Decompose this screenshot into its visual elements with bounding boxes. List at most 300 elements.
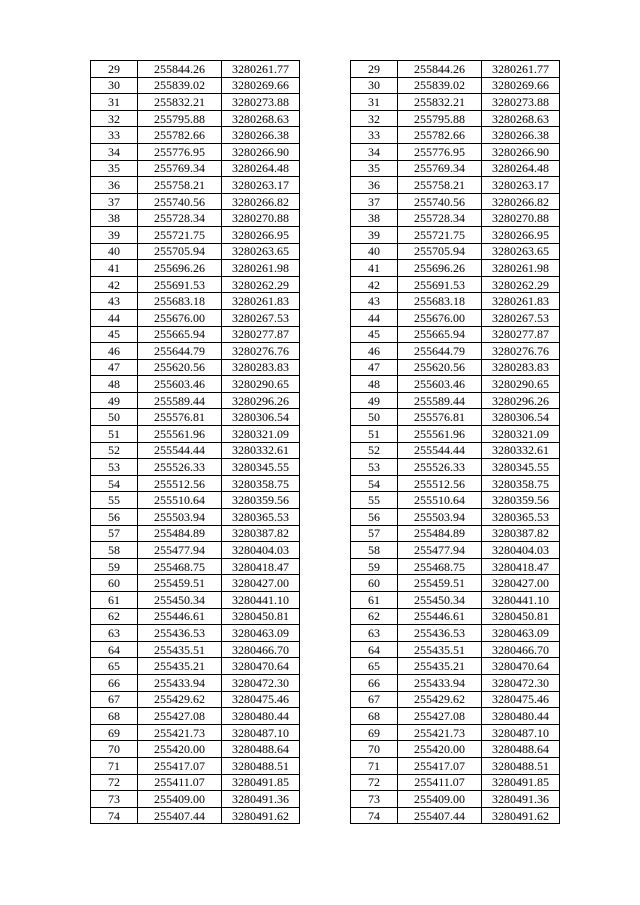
point-number-cell: 32 bbox=[351, 110, 398, 127]
x-coordinate-cell: 255728.34 bbox=[138, 210, 222, 227]
x-coordinate-cell: 255832.21 bbox=[138, 94, 222, 111]
table-row bbox=[91, 741, 300, 758]
table-row bbox=[351, 276, 560, 293]
table-row bbox=[351, 293, 560, 310]
table-row bbox=[351, 509, 560, 526]
table-row bbox=[91, 525, 300, 542]
x-coordinate-cell: 255459.51 bbox=[398, 575, 482, 592]
table-row bbox=[91, 392, 300, 409]
x-coordinate-cell: 255417.07 bbox=[138, 757, 222, 774]
x-coordinate-cell: 255782.66 bbox=[138, 127, 222, 144]
table-row bbox=[91, 343, 300, 360]
table-row bbox=[351, 625, 560, 642]
table-row bbox=[351, 359, 560, 376]
table-row bbox=[351, 542, 560, 559]
y-coordinate-cell: 3280283.83 bbox=[482, 359, 560, 376]
x-coordinate-cell: 255769.34 bbox=[138, 160, 222, 177]
point-number-cell: 59 bbox=[91, 558, 138, 575]
table-row bbox=[351, 309, 560, 326]
y-coordinate-cell: 3280276.76 bbox=[222, 343, 300, 360]
y-coordinate-cell: 3280358.75 bbox=[222, 475, 300, 492]
x-coordinate-cell: 255468.75 bbox=[398, 558, 482, 575]
y-coordinate-cell: 3280263.17 bbox=[222, 177, 300, 194]
point-number-cell: 57 bbox=[91, 525, 138, 542]
point-number-cell: 50 bbox=[91, 409, 138, 426]
point-number-cell: 39 bbox=[91, 226, 138, 243]
x-coordinate-cell: 255561.96 bbox=[398, 426, 482, 443]
x-coordinate-cell: 255776.95 bbox=[138, 143, 222, 160]
table-row bbox=[91, 94, 300, 111]
y-coordinate-cell: 3280283.83 bbox=[222, 359, 300, 376]
y-coordinate-cell: 3280277.87 bbox=[222, 326, 300, 343]
y-coordinate-cell: 3280475.46 bbox=[482, 691, 560, 708]
x-coordinate-cell: 255721.75 bbox=[138, 226, 222, 243]
table-row bbox=[91, 409, 300, 426]
point-number-cell: 36 bbox=[91, 177, 138, 194]
x-coordinate-cell: 255696.26 bbox=[398, 260, 482, 277]
point-number-cell: 38 bbox=[91, 210, 138, 227]
point-number-cell: 57 bbox=[351, 525, 398, 542]
point-number-cell: 64 bbox=[91, 641, 138, 658]
y-coordinate-cell: 3280441.10 bbox=[222, 592, 300, 609]
x-coordinate-cell: 255427.08 bbox=[138, 708, 222, 725]
y-coordinate-cell: 3280404.03 bbox=[482, 542, 560, 559]
y-coordinate-cell: 3280491.36 bbox=[222, 791, 300, 808]
table-row bbox=[91, 326, 300, 343]
table-row bbox=[351, 409, 560, 426]
x-coordinate-cell: 255705.94 bbox=[398, 243, 482, 260]
table-row bbox=[91, 260, 300, 277]
x-coordinate-cell: 255644.79 bbox=[138, 343, 222, 360]
point-number-cell: 73 bbox=[91, 791, 138, 808]
table-row bbox=[91, 127, 300, 144]
point-number-cell: 74 bbox=[351, 807, 398, 824]
x-coordinate-cell: 255544.44 bbox=[398, 442, 482, 459]
y-coordinate-cell: 3280261.77 bbox=[482, 61, 560, 78]
y-coordinate-cell: 3280463.09 bbox=[482, 625, 560, 642]
y-coordinate-cell: 3280266.38 bbox=[222, 127, 300, 144]
table-row bbox=[91, 442, 300, 459]
y-coordinate-cell: 3280266.95 bbox=[482, 226, 560, 243]
x-coordinate-cell: 255435.21 bbox=[138, 658, 222, 675]
table-row bbox=[351, 160, 560, 177]
point-number-cell: 54 bbox=[351, 475, 398, 492]
y-coordinate-cell: 3280263.17 bbox=[482, 177, 560, 194]
y-coordinate-cell: 3280306.54 bbox=[482, 409, 560, 426]
point-number-cell: 40 bbox=[91, 243, 138, 260]
point-number-cell: 70 bbox=[91, 741, 138, 758]
point-number-cell: 61 bbox=[351, 592, 398, 609]
table-row bbox=[91, 243, 300, 260]
x-coordinate-cell: 255576.81 bbox=[138, 409, 222, 426]
point-number-cell: 36 bbox=[351, 177, 398, 194]
table-row bbox=[91, 592, 300, 609]
point-number-cell: 60 bbox=[91, 575, 138, 592]
y-coordinate-cell: 3280262.29 bbox=[482, 276, 560, 293]
point-number-cell: 67 bbox=[91, 691, 138, 708]
table-row bbox=[91, 77, 300, 94]
table-row bbox=[91, 475, 300, 492]
table-row bbox=[351, 791, 560, 808]
x-coordinate-cell: 255421.73 bbox=[398, 724, 482, 741]
point-number-cell: 37 bbox=[91, 193, 138, 210]
table-row bbox=[91, 276, 300, 293]
x-coordinate-cell: 255435.51 bbox=[398, 641, 482, 658]
x-coordinate-cell: 255665.94 bbox=[398, 326, 482, 343]
y-coordinate-cell: 3280404.03 bbox=[222, 542, 300, 559]
y-coordinate-cell: 3280487.10 bbox=[222, 724, 300, 741]
x-coordinate-cell: 255728.34 bbox=[398, 210, 482, 227]
x-coordinate-cell: 255450.34 bbox=[138, 592, 222, 609]
point-number-cell: 48 bbox=[91, 376, 138, 393]
y-coordinate-cell: 3280466.70 bbox=[482, 641, 560, 658]
point-number-cell: 65 bbox=[351, 658, 398, 675]
x-coordinate-cell: 255589.44 bbox=[398, 392, 482, 409]
x-coordinate-cell: 255446.61 bbox=[138, 608, 222, 625]
point-number-cell: 71 bbox=[91, 757, 138, 774]
x-coordinate-cell: 255411.07 bbox=[398, 774, 482, 791]
y-coordinate-cell: 3280487.10 bbox=[482, 724, 560, 741]
y-coordinate-cell: 3280427.00 bbox=[482, 575, 560, 592]
coordinate-table-left bbox=[90, 60, 300, 824]
x-coordinate-cell: 255468.75 bbox=[138, 558, 222, 575]
table-row bbox=[91, 193, 300, 210]
x-coordinate-cell: 255644.79 bbox=[398, 343, 482, 360]
x-coordinate-cell: 255446.61 bbox=[398, 608, 482, 625]
x-coordinate-cell: 255409.00 bbox=[398, 791, 482, 808]
y-coordinate-cell: 3280273.88 bbox=[222, 94, 300, 111]
x-coordinate-cell: 255477.94 bbox=[138, 542, 222, 559]
x-coordinate-cell: 255589.44 bbox=[138, 392, 222, 409]
table-row bbox=[91, 177, 300, 194]
table-row bbox=[91, 210, 300, 227]
y-coordinate-cell: 3280470.64 bbox=[222, 658, 300, 675]
y-coordinate-cell: 3280266.38 bbox=[482, 127, 560, 144]
point-number-cell: 53 bbox=[351, 459, 398, 476]
x-coordinate-cell: 255795.88 bbox=[138, 110, 222, 127]
coordinate-table-body bbox=[351, 61, 560, 824]
table-row bbox=[91, 724, 300, 741]
y-coordinate-cell: 3280267.53 bbox=[222, 309, 300, 326]
table-row bbox=[351, 426, 560, 443]
y-coordinate-cell: 3280269.66 bbox=[482, 77, 560, 94]
point-number-cell: 34 bbox=[91, 143, 138, 160]
table-row bbox=[351, 210, 560, 227]
table-row bbox=[351, 343, 560, 360]
x-coordinate-cell: 255758.21 bbox=[138, 177, 222, 194]
point-number-cell: 50 bbox=[351, 409, 398, 426]
table-row bbox=[91, 160, 300, 177]
point-number-cell: 49 bbox=[351, 392, 398, 409]
x-coordinate-cell: 255433.94 bbox=[398, 674, 482, 691]
point-number-cell: 51 bbox=[351, 426, 398, 443]
x-coordinate-cell: 255435.51 bbox=[138, 641, 222, 658]
y-coordinate-cell: 3280276.76 bbox=[482, 343, 560, 360]
point-number-cell: 66 bbox=[351, 674, 398, 691]
y-coordinate-cell: 3280441.10 bbox=[482, 592, 560, 609]
x-coordinate-cell: 255683.18 bbox=[138, 293, 222, 310]
table-row bbox=[91, 674, 300, 691]
x-coordinate-cell: 255603.46 bbox=[398, 376, 482, 393]
point-number-cell: 41 bbox=[351, 260, 398, 277]
point-number-cell: 29 bbox=[91, 61, 138, 78]
point-number-cell: 55 bbox=[351, 492, 398, 509]
y-coordinate-cell: 3280488.51 bbox=[482, 757, 560, 774]
point-number-cell: 58 bbox=[351, 542, 398, 559]
x-coordinate-cell: 255409.00 bbox=[138, 791, 222, 808]
x-coordinate-cell: 255839.02 bbox=[138, 77, 222, 94]
table-row bbox=[351, 708, 560, 725]
point-number-cell: 67 bbox=[351, 691, 398, 708]
point-number-cell: 64 bbox=[351, 641, 398, 658]
x-coordinate-cell: 255676.00 bbox=[138, 309, 222, 326]
point-number-cell: 49 bbox=[91, 392, 138, 409]
y-coordinate-cell: 3280480.44 bbox=[482, 708, 560, 725]
y-coordinate-cell: 3280359.56 bbox=[222, 492, 300, 509]
x-coordinate-cell: 255758.21 bbox=[398, 177, 482, 194]
x-coordinate-cell: 255512.56 bbox=[138, 475, 222, 492]
y-coordinate-cell: 3280263.65 bbox=[482, 243, 560, 260]
table-row bbox=[351, 143, 560, 160]
y-coordinate-cell: 3280321.09 bbox=[222, 426, 300, 443]
point-number-cell: 52 bbox=[91, 442, 138, 459]
point-number-cell: 53 bbox=[91, 459, 138, 476]
y-coordinate-cell: 3280488.64 bbox=[222, 741, 300, 758]
point-number-cell: 71 bbox=[351, 757, 398, 774]
x-coordinate-cell: 255691.53 bbox=[398, 276, 482, 293]
y-coordinate-cell: 3280266.90 bbox=[222, 143, 300, 160]
table-row bbox=[91, 807, 300, 824]
table-row bbox=[91, 359, 300, 376]
y-coordinate-cell: 3280296.26 bbox=[222, 392, 300, 409]
x-coordinate-cell: 255510.64 bbox=[138, 492, 222, 509]
x-coordinate-cell: 255503.94 bbox=[138, 509, 222, 526]
x-coordinate-cell: 255411.07 bbox=[138, 774, 222, 791]
point-number-cell: 43 bbox=[351, 293, 398, 310]
point-number-cell: 72 bbox=[91, 774, 138, 791]
y-coordinate-cell: 3280418.47 bbox=[222, 558, 300, 575]
x-coordinate-cell: 255705.94 bbox=[138, 243, 222, 260]
y-coordinate-cell: 3280491.85 bbox=[222, 774, 300, 791]
x-coordinate-cell: 255429.62 bbox=[398, 691, 482, 708]
point-number-cell: 33 bbox=[351, 127, 398, 144]
point-number-cell: 72 bbox=[351, 774, 398, 791]
y-coordinate-cell: 3280261.98 bbox=[222, 260, 300, 277]
x-coordinate-cell: 255503.94 bbox=[398, 509, 482, 526]
table-row bbox=[91, 509, 300, 526]
table-row bbox=[351, 442, 560, 459]
y-coordinate-cell: 3280266.95 bbox=[222, 226, 300, 243]
y-coordinate-cell: 3280268.63 bbox=[222, 110, 300, 127]
x-coordinate-cell: 255436.53 bbox=[398, 625, 482, 642]
point-number-cell: 51 bbox=[91, 426, 138, 443]
point-number-cell: 56 bbox=[91, 509, 138, 526]
x-coordinate-cell: 255526.33 bbox=[138, 459, 222, 476]
coordinate-table-body bbox=[91, 61, 300, 824]
x-coordinate-cell: 255576.81 bbox=[398, 409, 482, 426]
y-coordinate-cell: 3280264.48 bbox=[222, 160, 300, 177]
table-row bbox=[91, 625, 300, 642]
table-row bbox=[91, 226, 300, 243]
x-coordinate-cell: 255433.94 bbox=[138, 674, 222, 691]
table-row bbox=[351, 260, 560, 277]
y-coordinate-cell: 3280358.75 bbox=[482, 475, 560, 492]
point-number-cell: 70 bbox=[351, 741, 398, 758]
table-row bbox=[91, 757, 300, 774]
table-row bbox=[351, 193, 560, 210]
y-coordinate-cell: 3280470.64 bbox=[482, 658, 560, 675]
table-row bbox=[351, 326, 560, 343]
point-number-cell: 29 bbox=[351, 61, 398, 78]
table-row bbox=[91, 492, 300, 509]
point-number-cell: 66 bbox=[91, 674, 138, 691]
point-number-cell: 63 bbox=[91, 625, 138, 642]
y-coordinate-cell: 3280491.62 bbox=[222, 807, 300, 824]
y-coordinate-cell: 3280466.70 bbox=[222, 641, 300, 658]
point-number-cell: 74 bbox=[91, 807, 138, 824]
table-row bbox=[351, 525, 560, 542]
x-coordinate-cell: 255420.00 bbox=[138, 741, 222, 758]
table-row bbox=[91, 61, 300, 78]
y-coordinate-cell: 3280365.53 bbox=[222, 509, 300, 526]
point-number-cell: 48 bbox=[351, 376, 398, 393]
table-row bbox=[351, 807, 560, 824]
x-coordinate-cell: 255676.00 bbox=[398, 309, 482, 326]
x-coordinate-cell: 255839.02 bbox=[398, 77, 482, 94]
point-number-cell: 68 bbox=[91, 708, 138, 725]
table-row bbox=[91, 774, 300, 791]
y-coordinate-cell: 3280261.77 bbox=[222, 61, 300, 78]
table-row bbox=[91, 542, 300, 559]
x-coordinate-cell: 255769.34 bbox=[398, 160, 482, 177]
y-coordinate-cell: 3280472.30 bbox=[222, 674, 300, 691]
x-coordinate-cell: 255776.95 bbox=[398, 143, 482, 160]
y-coordinate-cell: 3280491.62 bbox=[482, 807, 560, 824]
table-row bbox=[91, 791, 300, 808]
table-row bbox=[91, 608, 300, 625]
point-number-cell: 46 bbox=[91, 343, 138, 360]
table-row bbox=[351, 492, 560, 509]
x-coordinate-cell: 255691.53 bbox=[138, 276, 222, 293]
point-number-cell: 42 bbox=[351, 276, 398, 293]
x-coordinate-cell: 255510.64 bbox=[398, 492, 482, 509]
y-coordinate-cell: 3280262.29 bbox=[222, 276, 300, 293]
x-coordinate-cell: 255484.89 bbox=[138, 525, 222, 542]
point-number-cell: 65 bbox=[91, 658, 138, 675]
y-coordinate-cell: 3280332.61 bbox=[482, 442, 560, 459]
y-coordinate-cell: 3280321.09 bbox=[482, 426, 560, 443]
point-number-cell: 39 bbox=[351, 226, 398, 243]
table-row bbox=[351, 376, 560, 393]
point-number-cell: 59 bbox=[351, 558, 398, 575]
x-coordinate-cell: 255832.21 bbox=[398, 94, 482, 111]
y-coordinate-cell: 3280269.66 bbox=[222, 77, 300, 94]
table-row bbox=[351, 608, 560, 625]
x-coordinate-cell: 255477.94 bbox=[398, 542, 482, 559]
y-coordinate-cell: 3280268.63 bbox=[482, 110, 560, 127]
x-coordinate-cell: 255417.07 bbox=[398, 757, 482, 774]
table-row bbox=[91, 309, 300, 326]
x-coordinate-cell: 255450.34 bbox=[398, 592, 482, 609]
x-coordinate-cell: 255459.51 bbox=[138, 575, 222, 592]
table-row bbox=[351, 558, 560, 575]
point-number-cell: 32 bbox=[91, 110, 138, 127]
point-number-cell: 69 bbox=[351, 724, 398, 741]
x-coordinate-cell: 255620.56 bbox=[398, 359, 482, 376]
point-number-cell: 31 bbox=[91, 94, 138, 111]
point-number-cell: 31 bbox=[351, 94, 398, 111]
x-coordinate-cell: 255435.21 bbox=[398, 658, 482, 675]
y-coordinate-cell: 3280261.83 bbox=[482, 293, 560, 310]
table-row bbox=[351, 77, 560, 94]
point-number-cell: 55 bbox=[91, 492, 138, 509]
point-number-cell: 47 bbox=[91, 359, 138, 376]
y-coordinate-cell: 3280306.54 bbox=[222, 409, 300, 426]
point-number-cell: 44 bbox=[351, 309, 398, 326]
point-number-cell: 46 bbox=[351, 343, 398, 360]
table-row bbox=[351, 61, 560, 78]
point-number-cell: 33 bbox=[91, 127, 138, 144]
x-coordinate-cell: 255782.66 bbox=[398, 127, 482, 144]
point-number-cell: 34 bbox=[351, 143, 398, 160]
x-coordinate-cell: 255683.18 bbox=[398, 293, 482, 310]
x-coordinate-cell: 255484.89 bbox=[398, 525, 482, 542]
y-coordinate-cell: 3280277.87 bbox=[482, 326, 560, 343]
point-number-cell: 42 bbox=[91, 276, 138, 293]
y-coordinate-cell: 3280472.30 bbox=[482, 674, 560, 691]
point-number-cell: 73 bbox=[351, 791, 398, 808]
point-number-cell: 35 bbox=[351, 160, 398, 177]
table-row bbox=[91, 708, 300, 725]
table-row bbox=[91, 641, 300, 658]
y-coordinate-cell: 3280488.51 bbox=[222, 757, 300, 774]
point-number-cell: 43 bbox=[91, 293, 138, 310]
table-row bbox=[351, 127, 560, 144]
y-coordinate-cell: 3280264.48 bbox=[482, 160, 560, 177]
point-number-cell: 62 bbox=[91, 608, 138, 625]
point-number-cell: 45 bbox=[91, 326, 138, 343]
y-coordinate-cell: 3280266.82 bbox=[222, 193, 300, 210]
table-row bbox=[91, 558, 300, 575]
y-coordinate-cell: 3280296.26 bbox=[482, 392, 560, 409]
y-coordinate-cell: 3280359.56 bbox=[482, 492, 560, 509]
table-row bbox=[351, 575, 560, 592]
y-coordinate-cell: 3280418.47 bbox=[482, 558, 560, 575]
table-row bbox=[351, 741, 560, 758]
point-number-cell: 63 bbox=[351, 625, 398, 642]
y-coordinate-cell: 3280345.55 bbox=[482, 459, 560, 476]
point-number-cell: 35 bbox=[91, 160, 138, 177]
y-coordinate-cell: 3280345.55 bbox=[222, 459, 300, 476]
y-coordinate-cell: 3280475.46 bbox=[222, 691, 300, 708]
y-coordinate-cell: 3280488.64 bbox=[482, 741, 560, 758]
x-coordinate-cell: 255844.26 bbox=[398, 61, 482, 78]
y-coordinate-cell: 3280290.65 bbox=[222, 376, 300, 393]
y-coordinate-cell: 3280267.53 bbox=[482, 309, 560, 326]
x-coordinate-cell: 255795.88 bbox=[398, 110, 482, 127]
point-number-cell: 37 bbox=[351, 193, 398, 210]
x-coordinate-cell: 255407.44 bbox=[398, 807, 482, 824]
table-row bbox=[351, 641, 560, 658]
point-number-cell: 68 bbox=[351, 708, 398, 725]
table-row bbox=[351, 459, 560, 476]
x-coordinate-cell: 255436.53 bbox=[138, 625, 222, 642]
x-coordinate-cell: 255407.44 bbox=[138, 807, 222, 824]
table-row bbox=[91, 459, 300, 476]
x-coordinate-cell: 255603.46 bbox=[138, 376, 222, 393]
y-coordinate-cell: 3280387.82 bbox=[482, 525, 560, 542]
x-coordinate-cell: 255429.62 bbox=[138, 691, 222, 708]
